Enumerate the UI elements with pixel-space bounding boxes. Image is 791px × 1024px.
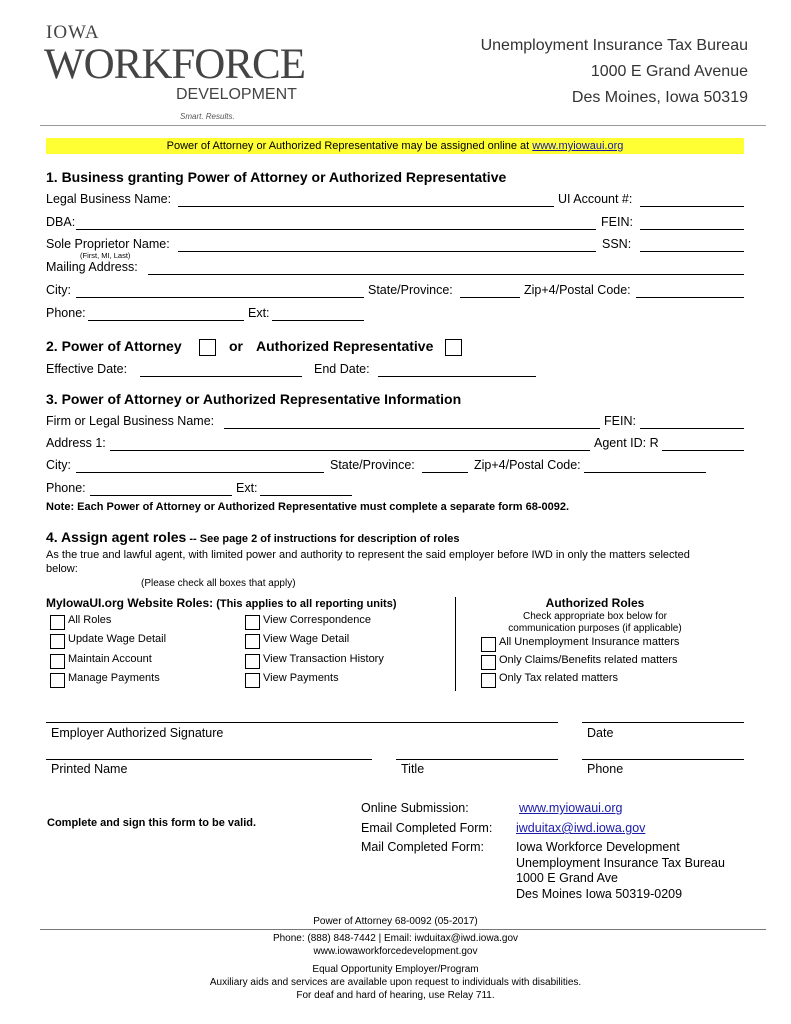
ext-field[interactable] [272,320,364,321]
web-role-checkbox[interactable] [245,634,260,649]
complete-note: Complete and sign this form to be valid. [47,817,257,829]
section2-or: or [229,338,243,354]
footer-eeo: Equal Opportunity Employer/Program [312,964,479,975]
effective-date-label: Effective Date: [46,362,128,376]
agent-city-label: City: [46,458,71,472]
agent-phone-label: Phone: [46,481,86,495]
date-label: Date [587,726,614,740]
logo-iowa: IOWA [46,22,100,43]
footer-rule [40,929,766,930]
state-label: State/Province: [368,283,453,297]
legal-name-field[interactable] [178,206,554,207]
zip-label: Zip+4/Postal Code: [524,283,631,297]
auth-role-checkbox[interactable] [481,637,496,652]
ssn-label: SSN: [602,237,632,251]
mail-address-line4: Des Moines Iowa 50319-0209 [516,887,683,901]
city-label: City: [46,283,71,297]
logo-development: DEVELOPMENT [176,86,297,103]
web-role-label: Update Wage Detail [68,633,167,645]
web-role-checkbox[interactable] [50,673,65,688]
footer-relay: For deaf and hard of hearing, use Relay 711. [296,990,495,1001]
web-role-label: View Transaction History [263,653,384,665]
end-date-label: End Date: [314,362,370,376]
mailing-field[interactable] [148,274,744,275]
web-role-label: Maintain Account [68,653,152,665]
email-link[interactable]: iwduitax@iwd.iowa.gov [516,821,646,835]
employer-signature-label: Employer Authorized Signature [51,726,224,740]
address1-label: Address 1: [46,436,106,450]
employer-signature-field[interactable] [46,722,558,723]
agent-fein-field[interactable] [640,428,744,429]
ar-checkbox[interactable] [445,339,462,356]
mail-address-line3: 1000 E Grand Ave [516,871,618,885]
footer-form-id: Power of Attorney 68-0092 (05-2017) [313,916,478,927]
fein-label: FEIN: [601,215,633,229]
section4-title-main: 4. Assign agent roles [46,529,187,545]
phone-label: Phone: [46,306,86,320]
online-submission-label: Online Submission: [361,801,469,815]
agent-fein-label: FEIN: [604,414,636,428]
ext-label: Ext: [248,306,270,320]
web-role-checkbox[interactable] [245,673,260,688]
section4-title-sub: -- See page 2 of instructions for description of roles [186,533,460,545]
printed-name-label: Printed Name [51,762,128,776]
fein-field[interactable] [640,229,744,230]
web-roles-heading [46,596,396,610]
header-rule [40,125,766,126]
auth-role-checkbox[interactable] [481,673,496,688]
section4-desc-line1: As the true and lawful agent, with limited power and authority to represent the said employer before IWD in only the matters selected [46,549,690,561]
agent-id-label: Agent ID: R [594,436,659,450]
sole-prop-sublabel: (First, MI, Last) [80,251,131,260]
agent-phone-field[interactable] [90,495,232,496]
banner-link[interactable]: www.myiowaui.org [532,140,624,152]
section1-title: 1. Business granting Power of Attorney or Authorized Representative [46,169,507,185]
address1-field[interactable] [110,450,590,451]
agent-state-field[interactable] [422,472,468,473]
web-role-checkbox[interactable] [50,634,65,649]
web-role-checkbox[interactable] [245,654,260,669]
firm-field[interactable] [224,428,600,429]
auth-roles-title: Authorized Roles [545,596,645,610]
ui-account-label: UI Account #: [558,192,633,206]
online-banner [46,138,744,154]
dba-field[interactable] [76,229,596,230]
section3-title: 3. Power of Attorney or Authorized Representative Information [46,391,462,407]
mail-address-line1: Iowa Workforce Development [516,840,680,854]
mail-address-line2: Unemployment Insurance Tax Bureau [516,856,725,870]
section4-title [46,529,460,547]
auth-role-label: Only Claims/Benefits related matters [499,654,678,666]
state-field[interactable] [460,297,520,298]
agent-id-field[interactable] [662,450,744,451]
roles-divider [455,597,456,691]
phone-sign-field[interactable] [582,759,744,760]
section3-note: Note: Each Power of Attorney or Authorized Representative must complete a separate form 68-0092. [46,501,570,513]
web-role-checkbox[interactable] [50,654,65,669]
agent-city-field[interactable] [76,472,324,473]
auth-roles-sub2: communication purposes (if applicable) [508,623,682,634]
web-role-label: View Wage Detail [263,633,350,645]
agent-zip-label: Zip+4/Postal Code: [474,458,581,472]
auth-role-label: All Unemployment Insurance matters [499,636,680,648]
section4-desc-line2: below: [46,563,78,575]
agent-ext-field[interactable] [260,495,352,496]
footer-contact: Phone: (888) 848-7442 | Email: iwduitax@iwd.iowa.gov [272,933,519,944]
bureau-line3: Des Moines, Iowa 50319 [571,89,748,106]
firm-label: Firm or Legal Business Name: [46,414,215,428]
web-roles-sub: (This applies to all reporting units) [213,598,397,610]
agent-zip-field[interactable] [584,472,706,473]
auth-role-label: Only Tax related matters [499,672,619,684]
bureau-line2: 1000 E Grand Avenue [590,63,748,80]
auth-role-checkbox[interactable] [481,655,496,670]
web-role-label: All Roles [68,614,112,626]
ssn-field[interactable] [640,251,744,252]
date-field[interactable] [582,722,744,723]
phone-field[interactable] [88,320,244,321]
web-role-label: View Correspondence [263,614,372,626]
mail-label: Mail Completed Form: [361,840,484,854]
logo-workforce: WORKFORCE [44,41,305,88]
phone-sign-label: Phone [587,762,624,776]
footer-website: www.iowaworkforcedevelopment.gov [313,946,478,957]
sole-prop-label: Sole Proprietor Name: [46,237,170,251]
web-roles-title: MyIowaUI.org Website Roles: [46,596,214,610]
banner-text: Power of Attorney or Authorized Representative may be assigned online at [166,140,533,152]
email-label: Email Completed Form: [361,821,493,835]
zip-field[interactable] [636,297,744,298]
title-field[interactable] [396,759,558,760]
auth-roles-sub1: Check appropriate box below for [523,611,667,622]
footer-aux: Auxiliary aids and services are available upon request to individuals with disabilities. [209,977,582,988]
web-role-checkbox[interactable] [245,615,260,630]
printed-name-field[interactable] [46,759,372,760]
section2-ar-title: Authorized Representative [256,338,434,354]
dba-label: DBA: [46,215,76,229]
title-label: Title [401,762,425,776]
agent-ext-label: Ext: [236,481,258,495]
sole-prop-field[interactable] [178,251,596,252]
section2-poa-title: 2. Power of Attorney [46,338,182,354]
web-role-label: View Payments [263,672,339,684]
bureau-line1: Unemployment Insurance Tax Bureau [480,37,748,54]
logo-tagline: Smart. Results. [180,112,235,121]
effective-date-field[interactable] [140,376,302,377]
online-submission-link[interactable]: www.myiowaui.org [519,801,623,815]
agent-state-label: State/Province: [330,458,415,472]
mailing-label: Mailing Address: [46,260,138,274]
check-all-note: (Please check all boxes that apply) [141,578,296,589]
legal-name-label: Legal Business Name: [46,192,172,206]
web-role-checkbox[interactable] [50,615,65,630]
poa-checkbox[interactable] [199,339,216,356]
end-date-field[interactable] [378,376,536,377]
ui-account-field[interactable] [640,206,744,207]
city-field[interactable] [76,297,364,298]
web-role-label: Manage Payments [68,672,160,684]
